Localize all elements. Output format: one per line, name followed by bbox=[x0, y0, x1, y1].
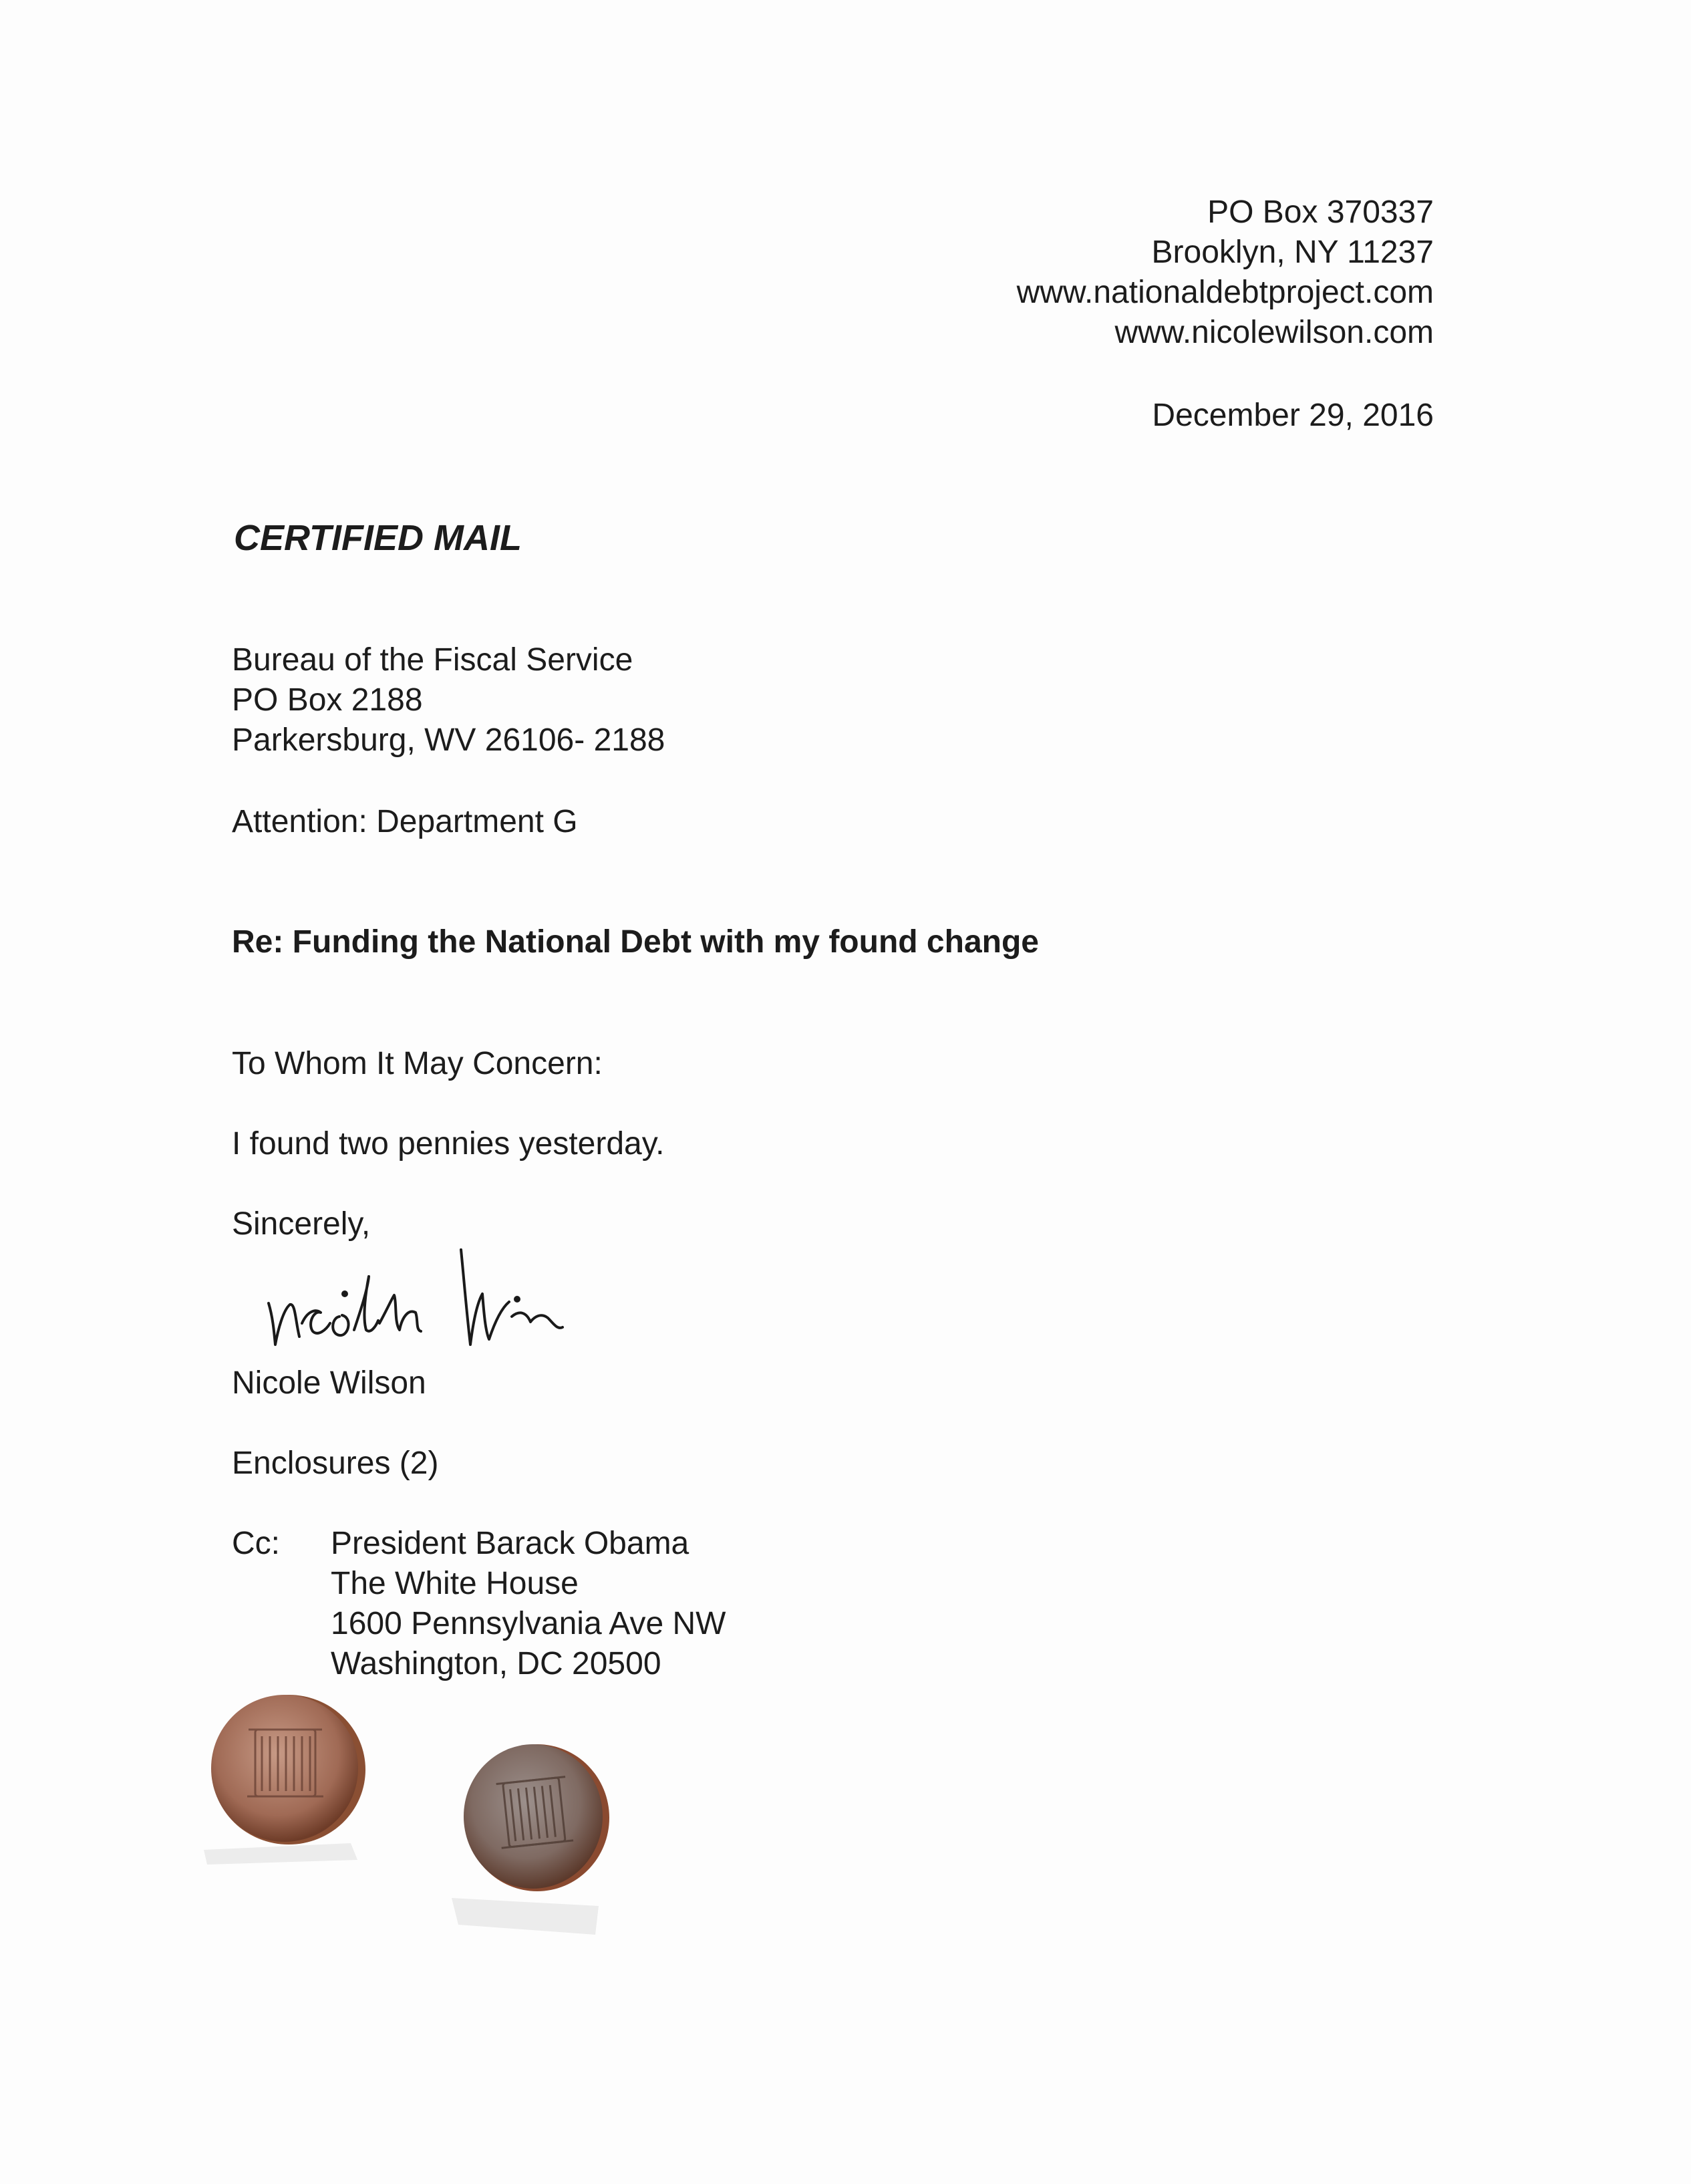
subject-line: Re: Funding the National Debt with my found change bbox=[232, 924, 1039, 960]
sender-website-2: www.nicolewilson.com bbox=[1114, 315, 1434, 350]
salutation: To Whom It May Concern: bbox=[232, 1046, 603, 1081]
penny-coin-2 bbox=[452, 1731, 612, 1938]
cc-name: President Barack Obama bbox=[331, 1526, 689, 1561]
sender-website-1: www.nationaldebtproject.com bbox=[1016, 275, 1434, 310]
signer-name: Nicole Wilson bbox=[232, 1365, 426, 1401]
attention-line: Attention: Department G bbox=[232, 804, 578, 839]
cc-organization: The White House bbox=[331, 1566, 579, 1601]
sender-city: Brooklyn, NY 11237 bbox=[1151, 235, 1434, 270]
handwritten-signature bbox=[261, 1230, 608, 1363]
cc-city: Washington, DC 20500 bbox=[331, 1646, 661, 1681]
delivery-method: CERTIFIED MAIL bbox=[234, 518, 522, 558]
recipient-city: Parkersburg, WV 26106- 2188 bbox=[232, 722, 665, 758]
letter-date: December 29, 2016 bbox=[1152, 398, 1434, 433]
cc-label: Cc: bbox=[232, 1526, 280, 1561]
cc-address bbox=[331, 1524, 726, 1684]
cc-street: 1600 Pennsylvania Ave NW bbox=[331, 1606, 726, 1641]
recipient-address bbox=[232, 640, 665, 761]
penny-coin-1 bbox=[200, 1676, 374, 1870]
letter-body: I found two pennies yesterday. bbox=[232, 1126, 665, 1162]
closing: Sincerely, bbox=[232, 1206, 371, 1242]
sender-po-box: PO Box 370337 bbox=[1207, 194, 1434, 230]
recipient-name: Bureau of the Fiscal Service bbox=[232, 642, 633, 678]
recipient-po-box: PO Box 2188 bbox=[232, 682, 423, 718]
sender-address bbox=[1017, 192, 1434, 353]
enclosures-note: Enclosures (2) bbox=[232, 1446, 439, 1481]
